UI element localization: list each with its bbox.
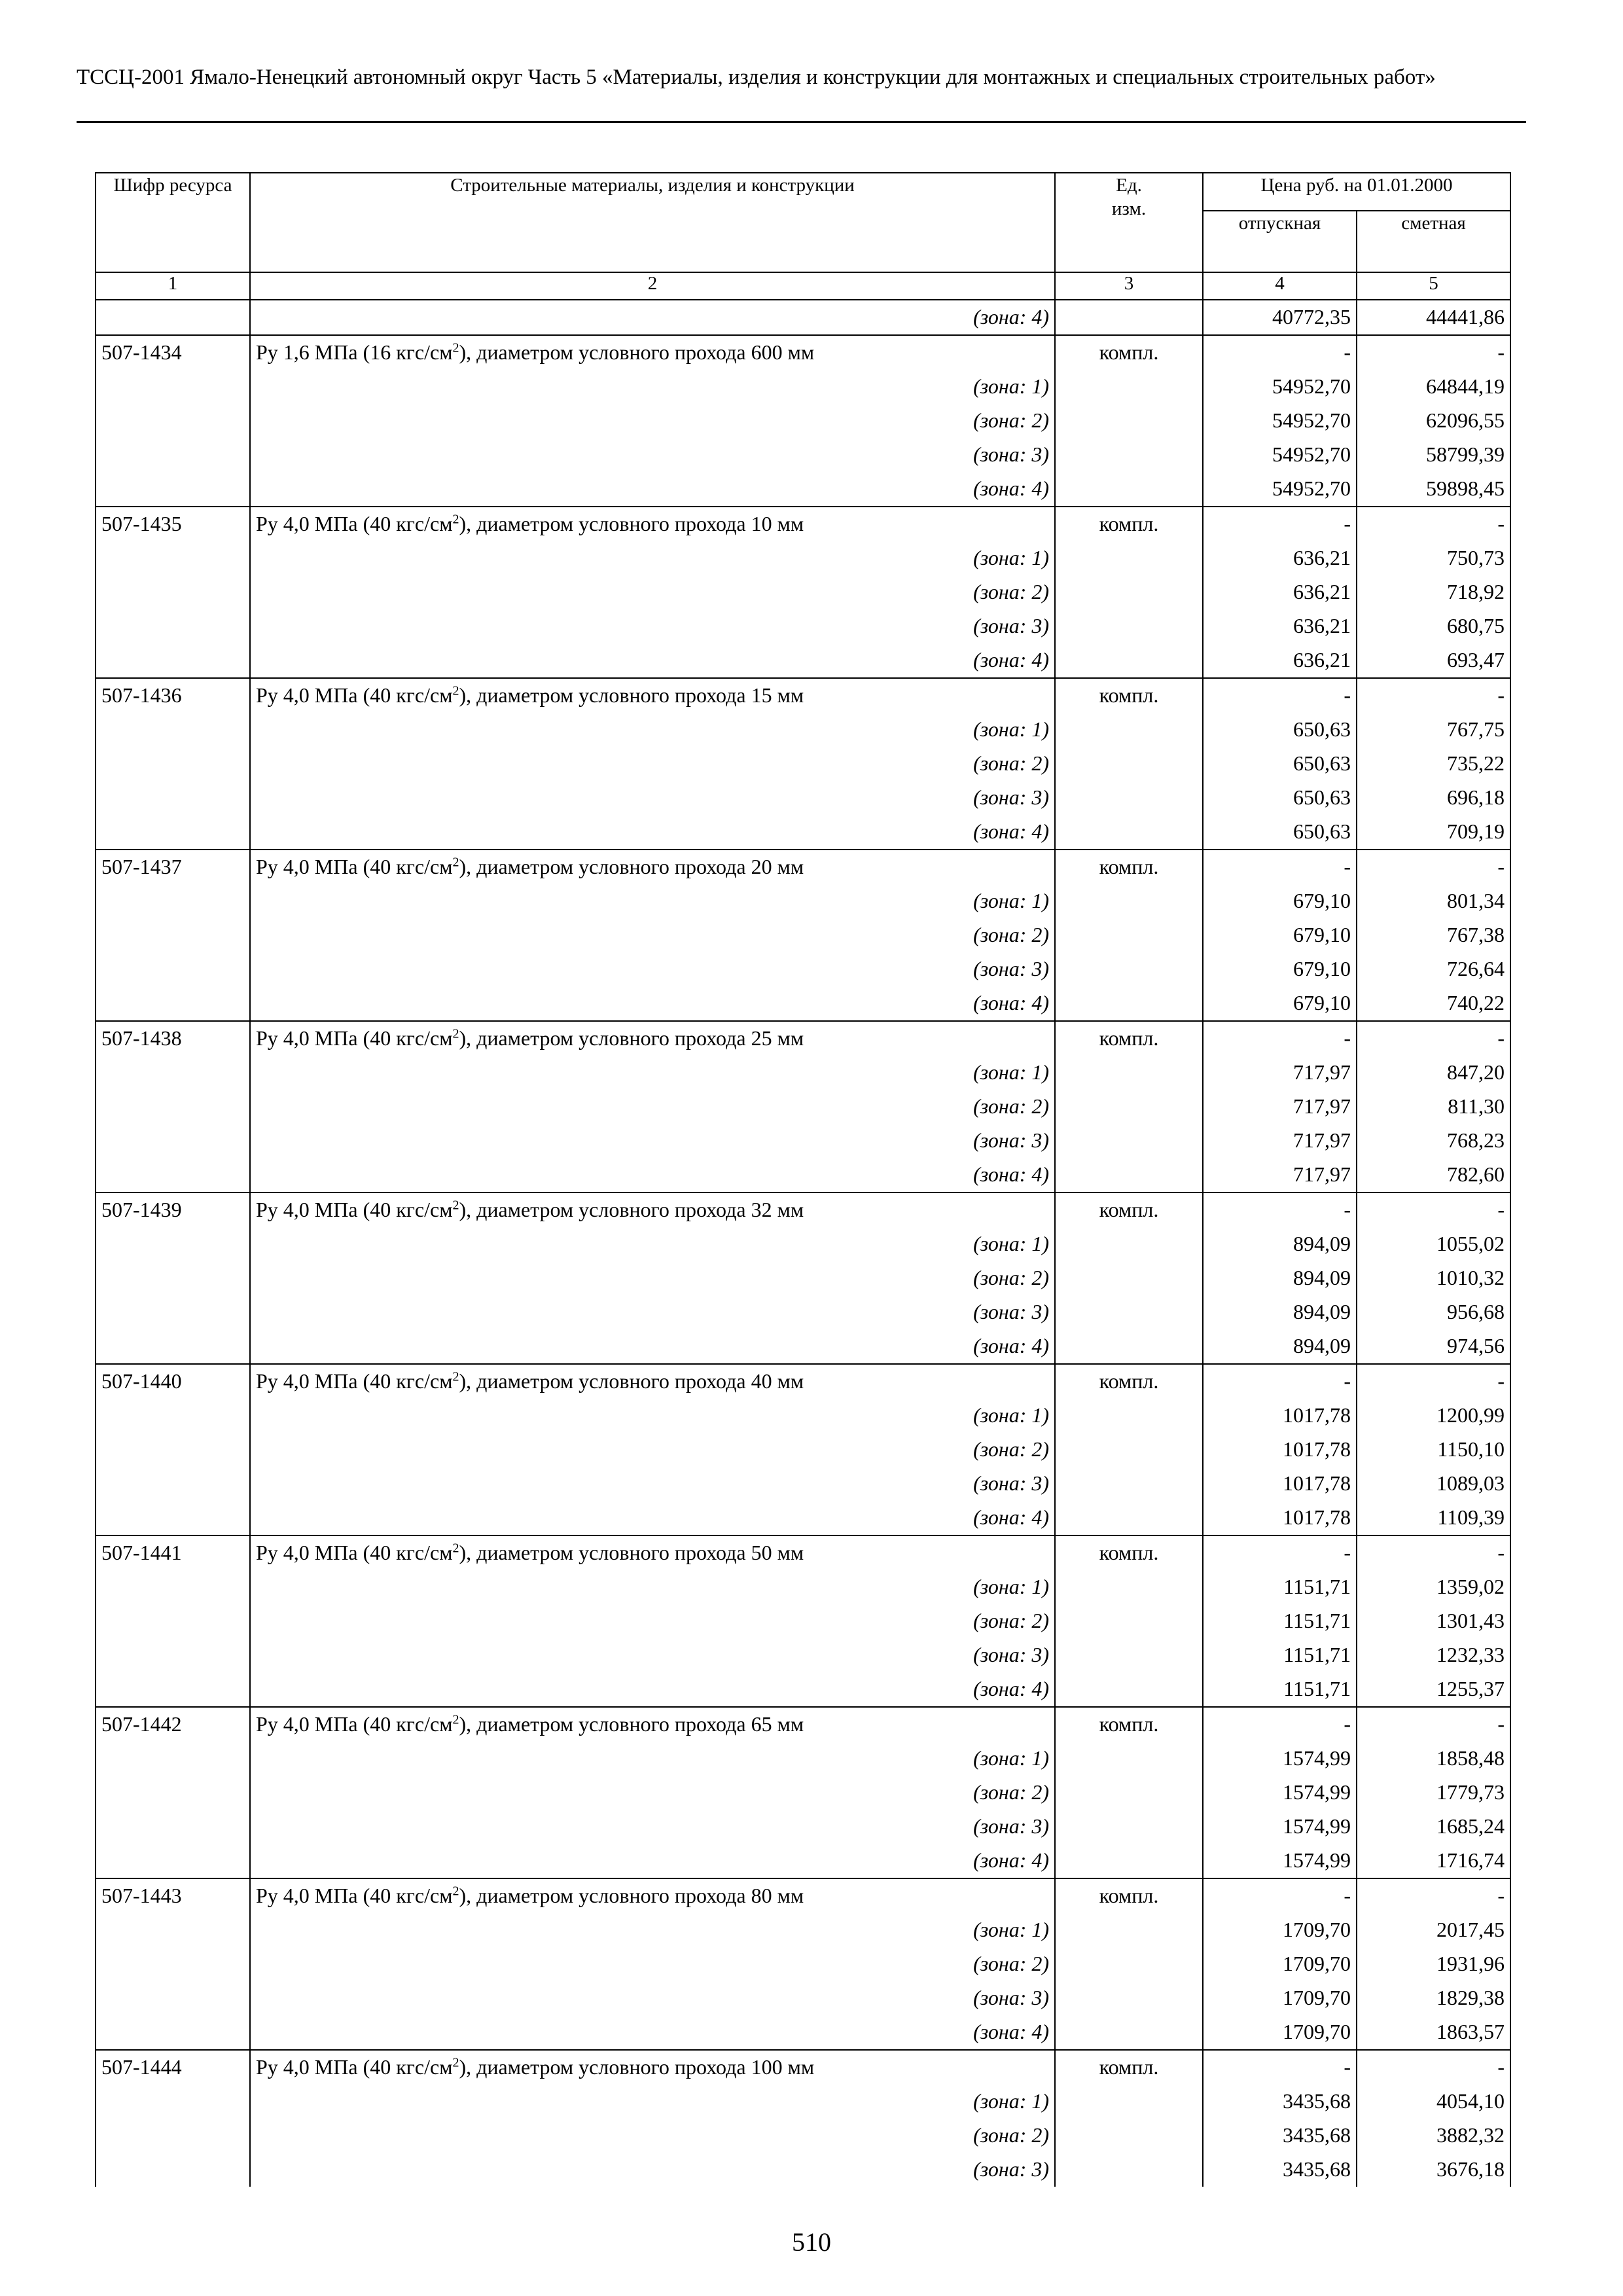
zone-label: (зона: 3) <box>250 609 1055 643</box>
zone-row <box>96 986 1510 1021</box>
zone-row <box>96 575 1510 609</box>
superscript: 2 <box>452 1884 459 1899</box>
superscript: 2 <box>452 1541 459 1556</box>
description-prefix: Ру 4,0 МПа (40 кгс/см <box>256 1884 453 1907</box>
item-row <box>96 507 1510 541</box>
estimate-price: - <box>1357 335 1510 370</box>
release-price: 679,10 <box>1203 986 1357 1021</box>
estimate-price: 44441,86 <box>1357 300 1510 335</box>
resource-code: 507-1444 <box>96 2050 250 2085</box>
zone-row <box>96 1810 1510 1844</box>
estimate-price: 693,47 <box>1357 643 1510 678</box>
item-description <box>250 1193 1055 1227</box>
zone-label: (зона: 4) <box>250 1329 1055 1364</box>
unit-of-measure: компл. <box>1055 1193 1203 1227</box>
release-price: - <box>1203 678 1357 713</box>
continued-zone-row <box>96 300 1510 335</box>
description-suffix: ), диаметром условного прохода 15 мм <box>459 683 804 707</box>
release-price: - <box>1203 1021 1357 1056</box>
estimate-price: 801,34 <box>1357 884 1510 918</box>
zone-row <box>96 1399 1510 1433</box>
estimate-price: 1829,38 <box>1357 1981 1510 2015</box>
superscript: 2 <box>452 1712 459 1727</box>
zone-row <box>96 1467 1510 1501</box>
zone-label: (зона: 1) <box>250 1056 1055 1090</box>
estimate-price: 1685,24 <box>1357 1810 1510 1844</box>
release-price: 1709,70 <box>1203 1913 1357 1947</box>
zone-row <box>96 1227 1510 1261</box>
resource-code: 507-1442 <box>96 1707 250 1742</box>
zone-row <box>96 1158 1510 1193</box>
release-price: 679,10 <box>1203 952 1357 986</box>
release-price: 650,63 <box>1203 815 1357 850</box>
release-price: 717,97 <box>1203 1124 1357 1158</box>
column-number: 2 <box>250 272 1055 300</box>
estimate-price: 1359,02 <box>1357 1570 1510 1604</box>
release-price: 679,10 <box>1203 884 1357 918</box>
estimate-price: 956,68 <box>1357 1295 1510 1329</box>
estimate-price: 768,23 <box>1357 1124 1510 1158</box>
zone-label: (зона: 4) <box>250 643 1055 678</box>
description-prefix: Ру 4,0 МПа (40 кгс/см <box>256 1712 453 1736</box>
superscript: 2 <box>452 340 459 355</box>
zone-row <box>96 1981 1510 2015</box>
column-header-unit: Ед. изм. <box>1055 173 1203 272</box>
estimate-price: 3676,18 <box>1357 2153 1510 2187</box>
estimate-price: 1931,96 <box>1357 1947 1510 1981</box>
release-price: - <box>1203 1193 1357 1227</box>
zone-row <box>96 1672 1510 1707</box>
zone-row <box>96 2119 1510 2153</box>
zone-label: (зона: 3) <box>250 781 1055 815</box>
release-price: 3435,68 <box>1203 2085 1357 2119</box>
zone-label: (зона: 2) <box>250 2119 1055 2153</box>
release-price: 3435,68 <box>1203 2153 1357 2187</box>
superscript: 2 <box>452 1369 459 1384</box>
description-prefix: Ру 4,0 МПа (40 кгс/см <box>256 1541 453 1564</box>
release-price: 54952,70 <box>1203 404 1357 438</box>
description-suffix: ), диаметром условного прохода 600 мм <box>459 340 815 364</box>
zone-row <box>96 472 1510 507</box>
item-row <box>96 850 1510 884</box>
resource-code: 507-1434 <box>96 335 250 370</box>
zone-row <box>96 1604 1510 1638</box>
zone-label: (зона: 2) <box>250 1261 1055 1295</box>
zone-row <box>96 1433 1510 1467</box>
estimate-price: 680,75 <box>1357 609 1510 643</box>
item-row <box>96 1364 1510 1399</box>
release-price: 1151,71 <box>1203 1604 1357 1638</box>
estimate-price: 750,73 <box>1357 541 1510 575</box>
release-price: 1017,78 <box>1203 1433 1357 1467</box>
release-price: - <box>1203 1364 1357 1399</box>
zone-label: (зона: 1) <box>250 1227 1055 1261</box>
unit-of-measure: компл. <box>1055 1878 1203 1913</box>
estimate-price: - <box>1357 1707 1510 1742</box>
release-price: 650,63 <box>1203 747 1357 781</box>
description-suffix: ), диаметром условного прохода 32 мм <box>459 1198 804 1221</box>
estimate-price: - <box>1357 507 1510 541</box>
release-price: 1574,99 <box>1203 1844 1357 1878</box>
estimate-price: 718,92 <box>1357 575 1510 609</box>
release-price: 1151,71 <box>1203 1638 1357 1672</box>
superscript: 2 <box>452 512 459 527</box>
zone-row <box>96 404 1510 438</box>
release-price: 40772,35 <box>1203 300 1357 335</box>
resource-code: 507-1441 <box>96 1535 250 1570</box>
release-price: 54952,70 <box>1203 472 1357 507</box>
zone-label: (зона: 1) <box>250 1913 1055 1947</box>
column-number: 1 <box>96 272 250 300</box>
resource-code: 507-1435 <box>96 507 250 541</box>
description-suffix: ), диаметром условного прохода 10 мм <box>459 512 804 535</box>
estimate-price: 1150,10 <box>1357 1433 1510 1467</box>
release-price: 3435,68 <box>1203 2119 1357 2153</box>
description-prefix: Ру 4,0 МПа (40 кгс/см <box>256 1369 453 1393</box>
item-row <box>96 2050 1510 2085</box>
item-description <box>250 678 1055 713</box>
zone-row <box>96 1501 1510 1535</box>
zone-label: (зона: 1) <box>250 884 1055 918</box>
estimate-price: 62096,55 <box>1357 404 1510 438</box>
estimate-price: 1779,73 <box>1357 1776 1510 1810</box>
release-price: - <box>1203 335 1357 370</box>
superscript: 2 <box>452 855 459 870</box>
zone-row <box>96 1124 1510 1158</box>
zone-label: (зона: 4) <box>250 1672 1055 1707</box>
estimate-price: - <box>1357 2050 1510 2085</box>
release-price: 894,09 <box>1203 1295 1357 1329</box>
release-price: 650,63 <box>1203 781 1357 815</box>
resource-code: 507-1443 <box>96 1878 250 1913</box>
zone-label: (зона: 4) <box>250 2015 1055 2050</box>
zone-row <box>96 2015 1510 2050</box>
release-price: - <box>1203 2050 1357 2085</box>
zone-label: (зона: 1) <box>250 713 1055 747</box>
estimate-price: 1863,57 <box>1357 2015 1510 2050</box>
page-number: 510 <box>792 2227 831 2257</box>
release-price: 1017,78 <box>1203 1399 1357 1433</box>
zone-row <box>96 952 1510 986</box>
zone-label: (зона: 4) <box>250 815 1055 850</box>
release-price: 1017,78 <box>1203 1501 1357 1535</box>
release-price: - <box>1203 850 1357 884</box>
column-number: 5 <box>1357 272 1510 300</box>
description-prefix: Ру 4,0 МПа (40 кгс/см <box>256 1198 453 1221</box>
item-row <box>96 1021 1510 1056</box>
zone-label: (зона: 2) <box>250 747 1055 781</box>
description-suffix: ), диаметром условного прохода 100 мм <box>459 2055 815 2079</box>
column-number: 3 <box>1055 272 1203 300</box>
item-row <box>96 1878 1510 1913</box>
estimate-price: 974,56 <box>1357 1329 1510 1364</box>
estimate-price: - <box>1357 1364 1510 1399</box>
estimate-price: 1109,39 <box>1357 1501 1510 1535</box>
zone-row <box>96 1056 1510 1090</box>
release-price: 1709,70 <box>1203 2015 1357 2050</box>
zone-label: (зона: 2) <box>250 918 1055 952</box>
release-price: 717,97 <box>1203 1056 1357 1090</box>
column-header-price-group: Цена руб. на 01.01.2000 <box>1203 173 1510 211</box>
release-price: 1017,78 <box>1203 1467 1357 1501</box>
item-description <box>250 335 1055 370</box>
zone-row <box>96 747 1510 781</box>
description-prefix: Ру 4,0 МПа (40 кгс/см <box>256 855 453 878</box>
description-prefix: Ру 4,0 МПа (40 кгс/см <box>256 683 453 707</box>
item-description <box>250 2050 1055 2085</box>
zone-row <box>96 438 1510 472</box>
zone-label: (зона: 2) <box>250 1947 1055 1981</box>
superscript: 2 <box>452 1198 459 1213</box>
zone-label: (зона: 4) <box>250 986 1055 1021</box>
zone-label: (зона: 3) <box>250 952 1055 986</box>
zone-row <box>96 1329 1510 1364</box>
release-price: 54952,70 <box>1203 370 1357 404</box>
estimate-price: 3882,32 <box>1357 2119 1510 2153</box>
item-description <box>250 1364 1055 1399</box>
item-description <box>250 850 1055 884</box>
zone-row <box>96 1776 1510 1810</box>
unit-of-measure: компл. <box>1055 678 1203 713</box>
zone-label: (зона: 3) <box>250 1124 1055 1158</box>
release-price: - <box>1203 1707 1357 1742</box>
unit-of-measure: компл. <box>1055 850 1203 884</box>
release-price: 1709,70 <box>1203 1947 1357 1981</box>
zone-row <box>96 2085 1510 2119</box>
zone-label: (зона: 1) <box>250 370 1055 404</box>
zone-label: (зона: 1) <box>250 2085 1055 2119</box>
zone-label: (зона: 3) <box>250 1467 1055 1501</box>
zone-row <box>96 370 1510 404</box>
release-price: 636,21 <box>1203 643 1357 678</box>
estimate-price: - <box>1357 1021 1510 1056</box>
zone-row <box>96 1295 1510 1329</box>
item-description <box>250 1021 1055 1056</box>
zone-row <box>96 1090 1510 1124</box>
estimate-price: 1089,03 <box>1357 1467 1510 1501</box>
estimate-price: 1232,33 <box>1357 1638 1510 1672</box>
release-price: 636,21 <box>1203 609 1357 643</box>
estimate-price: 767,75 <box>1357 713 1510 747</box>
zone-label: (зона: 2) <box>250 1776 1055 1810</box>
estimate-price: 59898,45 <box>1357 472 1510 507</box>
zone-row <box>96 643 1510 678</box>
item-row <box>96 1535 1510 1570</box>
release-price: 54952,70 <box>1203 438 1357 472</box>
estimate-price: - <box>1357 1878 1510 1913</box>
item-description <box>250 1878 1055 1913</box>
zone-row <box>96 1742 1510 1776</box>
estimate-price: 1255,37 <box>1357 1672 1510 1707</box>
zone-label: (зона: 2) <box>250 1090 1055 1124</box>
item-description <box>250 1535 1055 1570</box>
column-header-code: Шифр ресурса <box>96 173 250 272</box>
item-description <box>250 1707 1055 1742</box>
zone-label: (зона: 3) <box>250 1981 1055 2015</box>
zone-row <box>96 1844 1510 1878</box>
release-price: 894,09 <box>1203 1261 1357 1295</box>
estimate-price: 767,38 <box>1357 918 1510 952</box>
zone-row <box>96 1947 1510 1981</box>
zone-row <box>96 541 1510 575</box>
zone-label: (зона: 4) <box>250 1844 1055 1878</box>
unit-of-measure: компл. <box>1055 2050 1203 2085</box>
unit-of-measure: компл. <box>1055 335 1203 370</box>
zone-label: (зона: 4) <box>250 300 1055 335</box>
unit-of-measure: компл. <box>1055 507 1203 541</box>
estimate-price: - <box>1357 1535 1510 1570</box>
item-row <box>96 678 1510 713</box>
zone-label: (зона: 3) <box>250 2153 1055 2187</box>
estimate-price: 1055,02 <box>1357 1227 1510 1261</box>
release-price: 679,10 <box>1203 918 1357 952</box>
description-prefix: Ру 1,6 МПа (16 кгс/см <box>256 340 453 364</box>
column-header-release-price: отпускная <box>1203 211 1357 273</box>
zone-row <box>96 1913 1510 1947</box>
unit-of-measure: компл. <box>1055 1021 1203 1056</box>
estimate-price: - <box>1357 678 1510 713</box>
release-price: 717,97 <box>1203 1158 1357 1193</box>
unit-of-measure: компл. <box>1055 1535 1203 1570</box>
resource-code: 507-1440 <box>96 1364 250 1399</box>
estimate-price: 4054,10 <box>1357 2085 1510 2119</box>
resource-code: 507-1436 <box>96 678 250 713</box>
zone-row <box>96 1570 1510 1604</box>
release-price: 894,09 <box>1203 1227 1357 1261</box>
estimate-price: 1858,48 <box>1357 1742 1510 1776</box>
resource-code: 507-1438 <box>96 1021 250 1056</box>
release-price: 1151,71 <box>1203 1672 1357 1707</box>
column-header-estimate-price: сметная <box>1357 211 1510 273</box>
superscript: 2 <box>452 1026 459 1041</box>
document-header: ТССЦ-2001 Ямало-Ненецкий автономный округ Часть 5 «Материалы, изделия и конструкции для монтажных и специальных строительных работ» <box>77 65 1436 89</box>
description-suffix: ), диаметром условного прохода 80 мм <box>459 1884 804 1907</box>
release-price: 1574,99 <box>1203 1810 1357 1844</box>
zone-label: (зона: 2) <box>250 1433 1055 1467</box>
estimate-price: 811,30 <box>1357 1090 1510 1124</box>
zone-label: (зона: 2) <box>250 1604 1055 1638</box>
release-price: 1574,99 <box>1203 1742 1357 1776</box>
description-prefix: Ру 4,0 МПа (40 кгс/см <box>256 512 453 535</box>
zone-row <box>96 2153 1510 2187</box>
release-price: - <box>1203 1535 1357 1570</box>
estimate-price: 782,60 <box>1357 1158 1510 1193</box>
release-price: 636,21 <box>1203 541 1357 575</box>
resource-code: 507-1437 <box>96 850 250 884</box>
zone-label: (зона: 2) <box>250 404 1055 438</box>
price-table <box>95 172 1511 2187</box>
zone-label: (зона: 1) <box>250 541 1055 575</box>
description-suffix: ), диаметром условного прохода 25 мм <box>459 1026 804 1050</box>
estimate-price: 1716,74 <box>1357 1844 1510 1878</box>
unit-of-measure: компл. <box>1055 1707 1203 1742</box>
estimate-price: 726,64 <box>1357 952 1510 986</box>
zone-row <box>96 713 1510 747</box>
zone-label: (зона: 3) <box>250 1638 1055 1672</box>
zone-row <box>96 781 1510 815</box>
release-price: 650,63 <box>1203 713 1357 747</box>
zone-label: (зона: 3) <box>250 1810 1055 1844</box>
estimate-price: 2017,45 <box>1357 1913 1510 1947</box>
zone-row <box>96 815 1510 850</box>
zone-row <box>96 1261 1510 1295</box>
release-price: 1151,71 <box>1203 1570 1357 1604</box>
estimate-price: 740,22 <box>1357 986 1510 1021</box>
zone-row <box>96 918 1510 952</box>
header-divider <box>77 121 1526 123</box>
estimate-price: 58799,39 <box>1357 438 1510 472</box>
resource-code: 507-1439 <box>96 1193 250 1227</box>
column-header-name: Строительные материалы, изделия и конструкции <box>250 173 1055 272</box>
release-price: 1574,99 <box>1203 1776 1357 1810</box>
zone-label: (зона: 3) <box>250 438 1055 472</box>
zone-label: (зона: 1) <box>250 1399 1055 1433</box>
description-suffix: ), диаметром условного прохода 20 мм <box>459 855 804 878</box>
estimate-price: 64844,19 <box>1357 370 1510 404</box>
column-number: 4 <box>1203 272 1357 300</box>
estimate-price: 696,18 <box>1357 781 1510 815</box>
release-price: 717,97 <box>1203 1090 1357 1124</box>
estimate-price: 735,22 <box>1357 747 1510 781</box>
item-row <box>96 1707 1510 1742</box>
zone-label: (зона: 4) <box>250 1501 1055 1535</box>
release-price: 894,09 <box>1203 1329 1357 1364</box>
zone-label: (зона: 1) <box>250 1742 1055 1776</box>
zone-row <box>96 1638 1510 1672</box>
zone-label: (зона: 3) <box>250 1295 1055 1329</box>
unit-of-measure: компл. <box>1055 1364 1203 1399</box>
superscript: 2 <box>452 2055 459 2070</box>
estimate-price: 847,20 <box>1357 1056 1510 1090</box>
item-row <box>96 1193 1510 1227</box>
estimate-price: 709,19 <box>1357 815 1510 850</box>
estimate-price: 1200,99 <box>1357 1399 1510 1433</box>
zone-row <box>96 884 1510 918</box>
zone-label: (зона: 4) <box>250 1158 1055 1193</box>
description-prefix: Ру 4,0 МПа (40 кгс/см <box>256 1026 453 1050</box>
estimate-price: - <box>1357 1193 1510 1227</box>
item-row <box>96 335 1510 370</box>
item-description <box>250 507 1055 541</box>
description-suffix: ), диаметром условного прохода 40 мм <box>459 1369 804 1393</box>
estimate-price: 1301,43 <box>1357 1604 1510 1638</box>
release-price: 1709,70 <box>1203 1981 1357 2015</box>
description-prefix: Ру 4,0 МПа (40 кгс/см <box>256 2055 453 2079</box>
estimate-price: - <box>1357 850 1510 884</box>
release-price: - <box>1203 1878 1357 1913</box>
superscript: 2 <box>452 683 459 698</box>
zone-label: (зона: 1) <box>250 1570 1055 1604</box>
zone-label: (зона: 2) <box>250 575 1055 609</box>
release-price: 636,21 <box>1203 575 1357 609</box>
description-suffix: ), диаметром условного прохода 50 мм <box>459 1541 804 1564</box>
release-price: - <box>1203 507 1357 541</box>
zone-row <box>96 609 1510 643</box>
description-suffix: ), диаметром условного прохода 65 мм <box>459 1712 804 1736</box>
zone-label: (зона: 4) <box>250 472 1055 507</box>
estimate-price: 1010,32 <box>1357 1261 1510 1295</box>
